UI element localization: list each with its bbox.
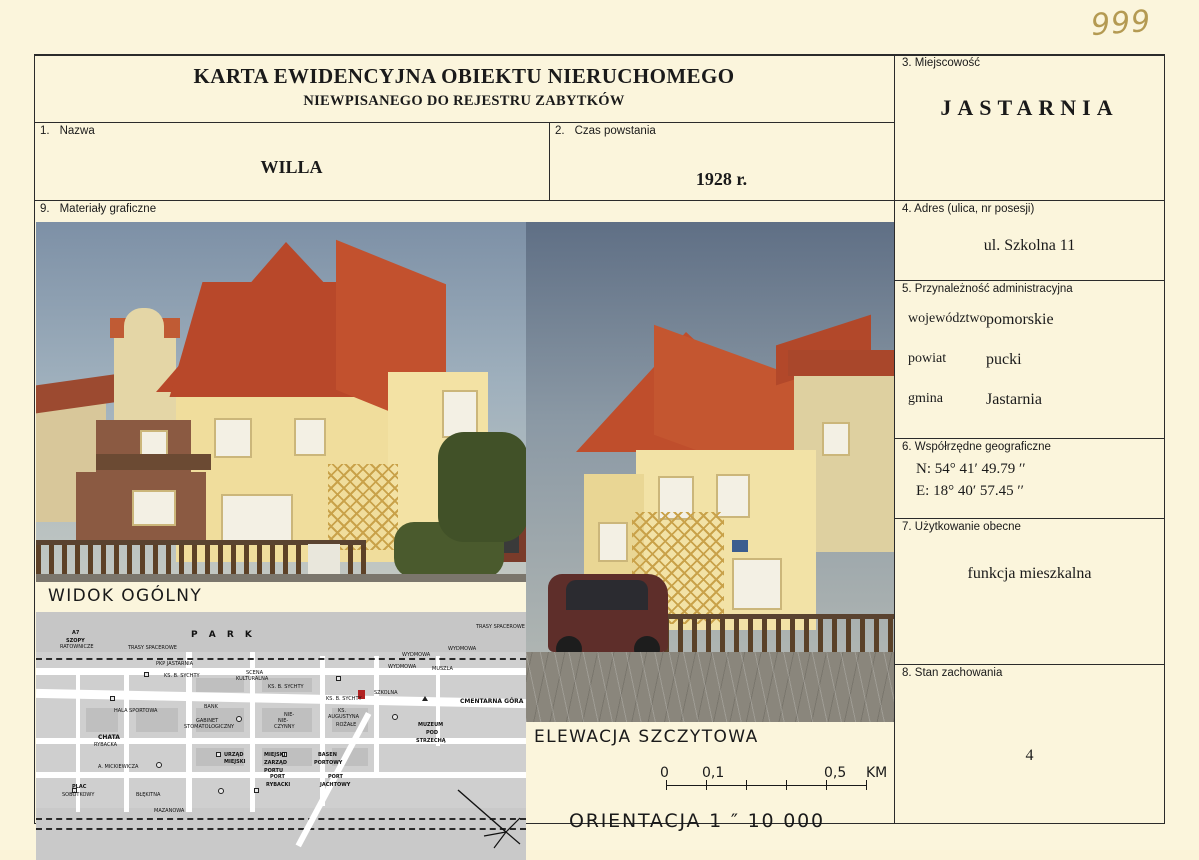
field-nazwa-number: 1. <box>40 125 50 137</box>
map-label: PORT <box>328 774 343 780</box>
map-label: STOMATOLOGICZNY <box>184 724 235 730</box>
map-label: URZĄD <box>224 752 244 758</box>
field-przynaleznosc-label <box>894 280 1165 295</box>
map-label: GABINET <box>196 718 219 724</box>
field-nazwa-value: WILLA <box>260 157 323 177</box>
field-adres-label <box>894 200 1165 215</box>
field-miejscowosc <box>894 54 1165 200</box>
label-wojewodztwo: województwo <box>908 311 987 326</box>
map-label: A. MICKIEWICZA <box>98 764 139 770</box>
field-materialy-label-text: Materiały graficzne <box>59 203 157 215</box>
field-uzytkowanie-obecne <box>894 518 1165 664</box>
field-wspolrzedne-number: 6. <box>902 441 912 453</box>
card-title-block <box>34 54 894 122</box>
field-adres-number: 4. <box>902 203 912 215</box>
field-nazwa-label-text: Nazwa <box>59 125 95 137</box>
location-map <box>36 612 526 860</box>
map-label: ZARZĄD <box>264 760 287 766</box>
map-label: MIEJSKI <box>224 759 246 765</box>
label-powiat: powiat <box>908 351 947 366</box>
map-label: KS. B. SYCHTY <box>268 684 304 690</box>
map-label: KULTURALNA <box>236 676 269 682</box>
value-powiat: pucki <box>986 351 1022 368</box>
map-label: CZYNNY <box>274 724 295 730</box>
field-stan-zachowania <box>894 664 1165 824</box>
field-wspolrzedne-label <box>894 438 1165 453</box>
map-label: BASEN <box>318 752 337 758</box>
field-uzytkowanie-value: funkcja mieszkalna <box>967 565 1092 582</box>
map-label: RYBACKI <box>266 782 291 788</box>
scale-label-unit: KM <box>866 765 888 781</box>
map-label: WYDMOWA <box>402 652 431 658</box>
field-adres-label-text: Adres (ulica, nr posesji) <box>914 203 1035 215</box>
map-label: KS. <box>338 708 347 714</box>
map-label: A7 <box>72 630 80 636</box>
row-powiat <box>894 329 1165 369</box>
field-stan-number: 8. <box>902 667 912 679</box>
map-label: AUGUSTYNA <box>328 714 360 720</box>
map-label: MAZANOWA <box>154 808 185 814</box>
field-czas-powstania <box>549 122 894 200</box>
field-uzytkowanie-number: 7. <box>902 521 912 533</box>
field-uzytkowanie-label <box>894 518 1165 533</box>
scale-label-end: 0,5 <box>824 765 847 781</box>
field-miejscowosc-value: JASTARNIA <box>940 95 1119 120</box>
caption-photo-general-view: WIDOK OGÓLNY <box>48 586 203 606</box>
map-label: BŁĘKITNA <box>136 792 161 798</box>
row-name-date <box>34 122 894 200</box>
record-card-frame <box>34 54 1165 832</box>
field-uzytkowanie-label-text: Użytkowanie obecne <box>914 521 1021 533</box>
map-label: CMENTARNA GÓRA <box>460 698 524 705</box>
map-label: SCENA <box>246 670 263 676</box>
map-label: KS. B. SYCHTY <box>326 696 362 702</box>
left-column <box>34 54 894 832</box>
map-label: ROŻAŁE <box>336 722 357 728</box>
right-column <box>894 54 1165 824</box>
map-label: SZOPY <box>66 638 85 644</box>
map-label: HALA SPORTOWA <box>114 708 158 714</box>
map-label: BANK <box>204 704 218 710</box>
field-stan-label <box>894 664 1165 679</box>
field-adres <box>894 200 1165 280</box>
map-label: PORTU <box>264 768 284 774</box>
map-label: PORTOWY <box>314 760 343 766</box>
map-label: TRASY SPACEROWE <box>128 645 177 651</box>
map-compass-icon <box>454 788 524 854</box>
map-label: RATOWNICZE <box>60 644 94 650</box>
map-label: MUSZLA <box>432 666 453 672</box>
page-title: KARTA EWIDENCYJNA OBIEKTU NIERUCHOMEGO <box>193 64 735 88</box>
field-miejscowosc-label-text: Miejscowość <box>914 57 980 69</box>
coordinate-north: N: 54° 41′ 49.79 ′′ <box>916 461 1026 477</box>
field-stan-label-text: Stan zachowania <box>914 667 1003 679</box>
field-czas-number: 2. <box>555 125 565 137</box>
map-label: POD <box>426 730 439 736</box>
coordinate-east: E: 18° 40′ 57.45 ′′ <box>916 483 1024 499</box>
caption-orientation: ORIENTACJA 1 ″ 10 000 <box>569 810 825 832</box>
map-label: NIE- <box>284 712 295 718</box>
row-gmina <box>894 369 1165 409</box>
map-label: P A R K <box>191 630 256 640</box>
map-label: NIE- <box>278 718 289 724</box>
field-miejscowosc-label <box>894 54 1165 69</box>
field-miejscowosc-number: 3. <box>902 57 912 69</box>
map-label: JACHTOWY <box>320 782 351 788</box>
map-label: PORT <box>270 774 285 780</box>
field-przynaleznosc-label-text: Przynależność administracyjna <box>914 283 1073 295</box>
scale-label-mid: 0,1 <box>702 765 725 781</box>
label-gmina: gmina <box>908 391 943 406</box>
map-label: CHATA <box>98 734 120 741</box>
map-label: SOBÓTKOWY <box>62 792 95 798</box>
map-scale-bar <box>646 765 896 805</box>
map-label: SZKOLNA <box>374 690 398 696</box>
field-czas-value: 1928 r. <box>695 169 748 189</box>
field-czas-label-text: Czas powstania <box>574 125 656 137</box>
field-stan-value: 4 <box>1025 747 1034 764</box>
photo-gable-elevation <box>526 222 894 722</box>
map-label: TRASY SPACEROWE <box>476 624 525 630</box>
field-materialy-graficzne <box>34 200 894 832</box>
map-label: STRZECHĄ <box>416 738 446 744</box>
value-wojewodztwo: pomorskie <box>986 311 1054 328</box>
field-przynaleznosc-number: 5. <box>902 283 912 295</box>
caption-photo-gable-elevation: ELEWACJA SZCZYTOWA <box>534 727 759 747</box>
rule-between-name-date <box>549 122 550 200</box>
map-label: PLAC <box>72 784 87 790</box>
field-materialy-number: 9. <box>40 203 50 215</box>
field-wspolrzedne-geograficzne <box>894 438 1165 518</box>
field-nazwa-label <box>34 122 549 137</box>
field-nazwa <box>34 122 549 200</box>
field-wspolrzedne-label-text: Współrzędne geograficzne <box>914 441 1051 453</box>
value-gmina: Jastarnia <box>986 391 1042 408</box>
map-label: MIEJSKI <box>264 752 286 758</box>
map-label: PKP JASTARNIA <box>156 661 194 667</box>
map-label: KS. B. SYCHTY <box>164 673 200 679</box>
map-label: WYDMOWA <box>388 664 417 670</box>
map-label: WYDMOWA <box>448 646 477 652</box>
handwritten-page-number: 999 <box>1089 3 1153 44</box>
field-materialy-label <box>34 200 894 215</box>
field-adres-value: ul. Szkolna 11 <box>983 237 1076 254</box>
row-wojewodztwo <box>894 295 1165 329</box>
map-label: MUZEUM <box>418 722 444 728</box>
scale-label-zero: 0 <box>660 765 669 781</box>
page-subtitle: NIEWPISANEGO DO REJESTRU ZABYTKÓW <box>303 93 625 109</box>
field-przynaleznosc-administracyjna <box>894 280 1165 438</box>
map-label: RYBACKA <box>94 742 118 748</box>
field-czas-label <box>549 122 894 137</box>
photo-general-view <box>36 222 526 582</box>
